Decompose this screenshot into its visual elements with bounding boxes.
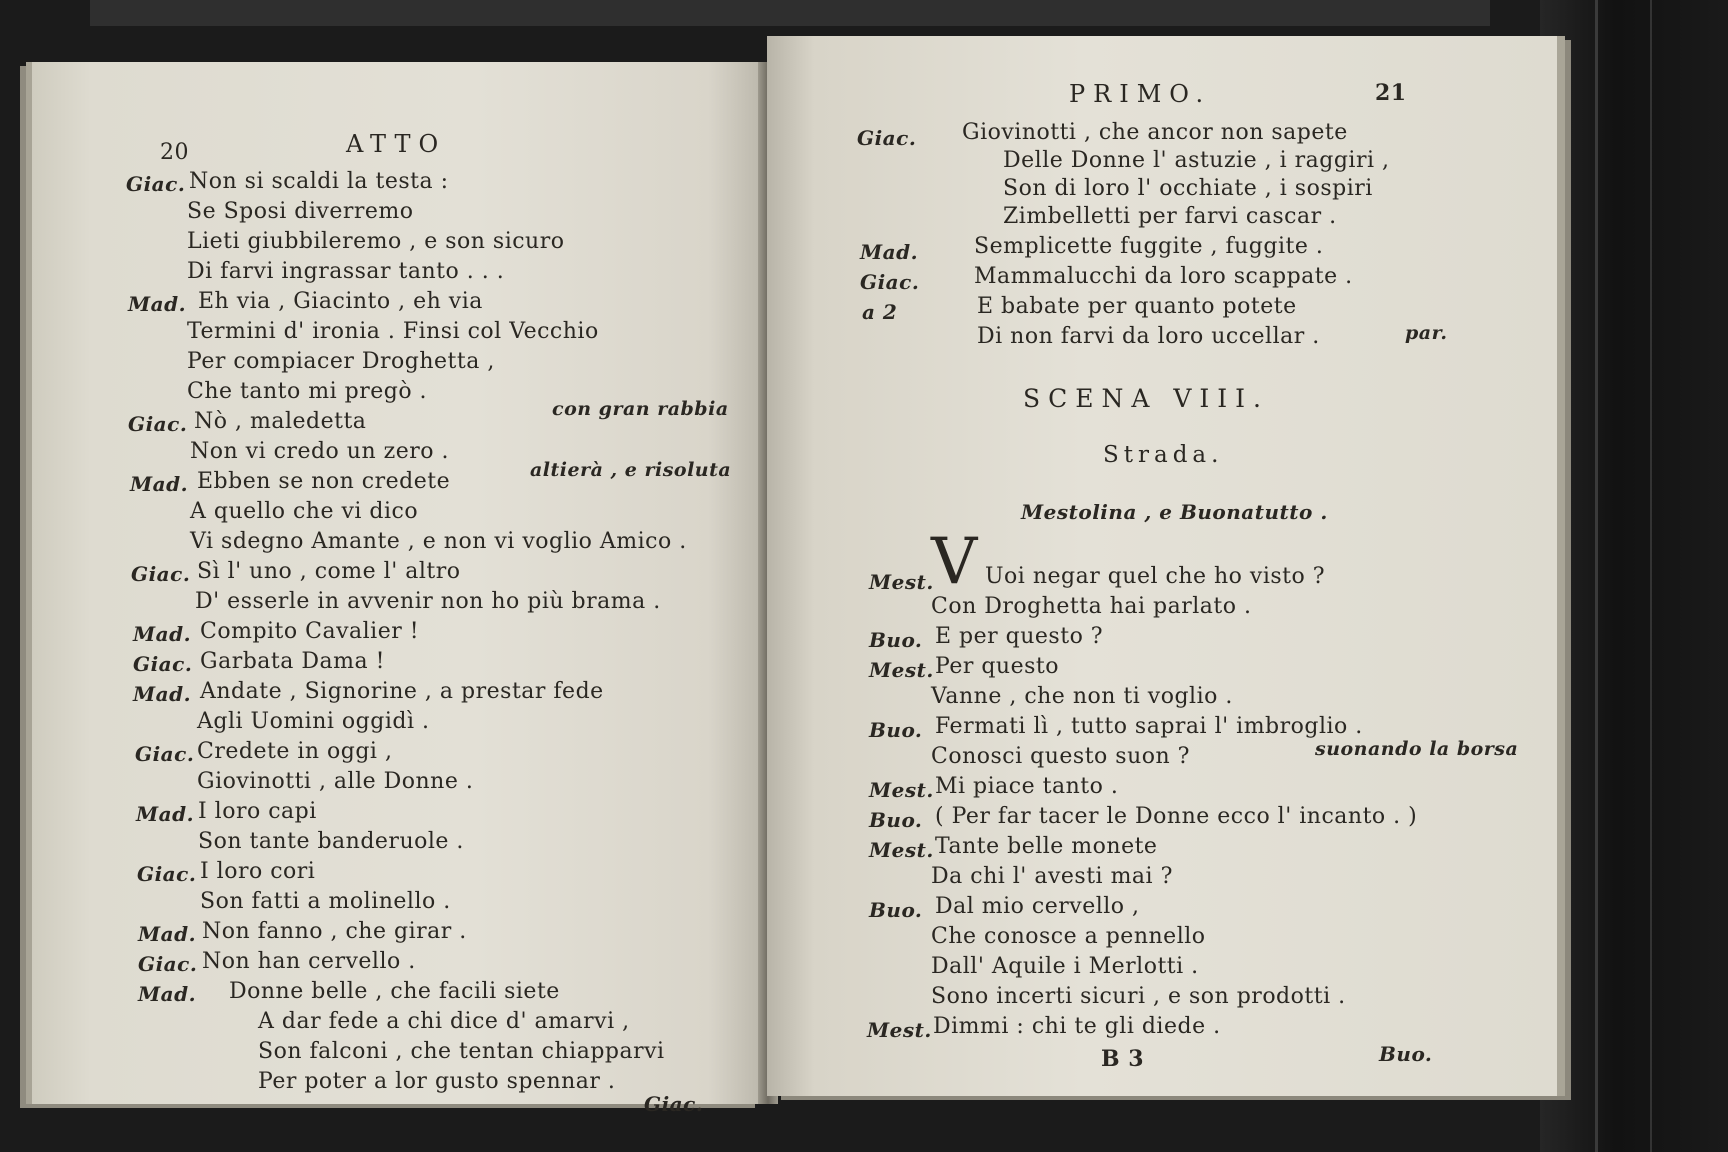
speaker: Giac.	[135, 742, 195, 766]
verse-line: Eh via , Giacinto , eh via	[198, 289, 483, 314]
verse-line: Sono incerti sicuri , e son prodotti .	[931, 984, 1346, 1009]
right-page	[767, 36, 1557, 1096]
verse-line: Per compiacer Droghetta ,	[187, 349, 495, 374]
verse-line: Dal mio cervello ,	[935, 894, 1140, 919]
speaker: Mad.	[138, 922, 197, 946]
signature-mark: B 3	[1101, 1046, 1145, 1072]
stage-direction: altierà , e risoluta	[530, 459, 732, 481]
speaker: Giac.	[131, 562, 191, 586]
verse-line: I loro cori	[200, 859, 316, 884]
speaker: Mad.	[860, 240, 919, 264]
speaker: Mest.	[869, 658, 934, 682]
speaker: Mad.	[130, 472, 189, 496]
verse-line: Per poter a lor gusto spennar .	[258, 1069, 616, 1094]
drop-cap: V	[931, 525, 978, 599]
speaker: Mest.	[869, 778, 934, 802]
speaker: Giac.	[128, 412, 188, 436]
verse-line: Dall' Aquile i Merlotti .	[931, 954, 1199, 979]
verse-line: Mi piace tanto .	[935, 774, 1119, 799]
verse-line: Tante belle monete	[935, 834, 1158, 859]
speaker: Giac.	[860, 270, 920, 294]
scene-setting: Strada.	[1103, 442, 1224, 468]
speaker: Giac.	[133, 652, 193, 676]
verse-line: ( Per far tacer le Donne ecco l' incanto . )	[935, 804, 1418, 829]
verse-line: I loro capi	[198, 799, 317, 824]
speaker: Giac.	[138, 952, 198, 976]
catchword: Buo.	[1379, 1042, 1433, 1066]
verse-line: E babate per quanto potete	[977, 294, 1297, 319]
verse-line: Non si scaldi la testa :	[189, 169, 449, 194]
verse-line: Vi sdegno Amante , e non vi voglio Amico .	[190, 529, 687, 554]
verse-line: Fermati lì , tutto saprai l' imbroglio .	[935, 714, 1363, 739]
verse-line: Andate , Signorine , a prestar fede	[200, 679, 604, 704]
verse-line: Nò , maledetta	[194, 409, 367, 434]
running-head: ATTO	[346, 130, 447, 158]
speaker: Mad.	[128, 292, 187, 316]
open-book	[32, 36, 1527, 1116]
speaker: Mest.	[869, 838, 934, 862]
verse-line: Giovinotti , alle Donne .	[197, 769, 474, 794]
verse-line: Zimbelletti per farvi cascar .	[1003, 204, 1337, 229]
verse-line: Non fanno , che girar .	[202, 919, 467, 944]
verse-line: Semplicette fuggite , fuggite .	[974, 234, 1324, 259]
verse-line: Dimmi : chi te gli diede .	[933, 1014, 1221, 1039]
verse-line: Compito Cavalier !	[200, 619, 420, 644]
verse-line: Che conosce a pennello	[931, 924, 1206, 949]
verse-line: Sì l' uno , come l' altro	[197, 559, 461, 584]
verse-line: Mammalucchi da loro scappate .	[974, 264, 1353, 289]
verse-line: A quello che vi dico	[190, 499, 419, 524]
verse-line: Ebben se non credete	[197, 469, 451, 494]
stage-direction: suonando la borsa	[1315, 738, 1519, 760]
stage-direction: par.	[1405, 322, 1448, 344]
verse-line: Son tante banderuole .	[198, 829, 464, 854]
verse-line: Vanne , che non ti voglio .	[931, 684, 1233, 709]
verse-line: Se Sposi diverremo	[187, 199, 414, 224]
speaker: Mest.	[869, 570, 934, 594]
verse-line: Lieti giubbileremo , e son sicuro	[187, 229, 565, 254]
verse-line: D' esserle in avvenir non ho più brama .	[195, 589, 661, 614]
verse-line: Che tanto mi pregò .	[187, 379, 428, 404]
speaker: Buo.	[869, 628, 923, 652]
verse-line: Delle Donne l' astuzie , i raggiri ,	[1003, 148, 1390, 173]
catchword: Giac.	[644, 1092, 704, 1116]
verse-line: Di non farvi da loro uccellar .	[977, 324, 1320, 349]
left-page	[32, 62, 767, 1116]
verse-line: Non vi credo un zero .	[190, 439, 449, 464]
verse-line: Da chi l' avesti mai ?	[931, 864, 1173, 889]
page-number: 21	[1375, 80, 1407, 106]
scene-title: SCENA VIII.	[1023, 384, 1270, 413]
speaker: Mad.	[133, 622, 192, 646]
speaker: Mad.	[133, 682, 192, 706]
verse-line: Conosci questo suon ?	[931, 744, 1190, 769]
stage-direction: con gran rabbia	[552, 398, 729, 420]
speaker: Buo.	[869, 808, 923, 832]
verse-line: Giovinotti , che ancor non sapete	[962, 120, 1348, 145]
verse-line: Termini d' ironia . Finsi col Vecchio	[187, 319, 599, 344]
speaker: Buo.	[869, 718, 923, 742]
verse-line: Con Droghetta hai parlato .	[931, 594, 1252, 619]
speaker: Buo.	[869, 898, 923, 922]
verse-line: Son di loro l' occhiate , i sospiri	[1003, 176, 1373, 201]
running-head: PRIMO.	[1069, 80, 1212, 108]
verse-line: Credete in oggi ,	[197, 739, 393, 764]
verse-line: Di farvi ingrassar tanto . . .	[187, 259, 505, 284]
verse-line: Per questo	[935, 654, 1059, 679]
verse-line: A dar fede a chi dice d' amarvi ,	[258, 1009, 630, 1034]
speaker: Giac.	[137, 862, 197, 886]
verse-line: Non han cervello .	[202, 949, 416, 974]
page-number: 20	[160, 140, 189, 165]
speaker: Giac.	[126, 172, 186, 196]
verse-line: E per questo ?	[935, 624, 1104, 649]
verse-line: Agli Uomini oggidì .	[197, 709, 430, 734]
verse-line: Uoi negar quel che ho visto ?	[985, 564, 1326, 589]
verse-line: Garbata Dama !	[200, 649, 385, 674]
speaker: Giac.	[857, 126, 917, 150]
verse-line: Son falconi , che tentan chiapparvi	[258, 1039, 665, 1064]
scene-characters: Mestolina , e Buonatutto .	[1021, 500, 1328, 524]
scanner-backdrop-top	[90, 0, 1490, 26]
verse-line: Donne belle , che facili siete	[229, 979, 560, 1004]
verse-line: Son fatti a molinello .	[200, 889, 451, 914]
speaker: a 2	[862, 300, 898, 324]
speaker: Mest.	[867, 1018, 932, 1042]
speaker: Mad.	[136, 802, 195, 826]
speaker: Mad.	[138, 982, 197, 1006]
scanner-backdrop-right	[1540, 0, 1728, 1152]
